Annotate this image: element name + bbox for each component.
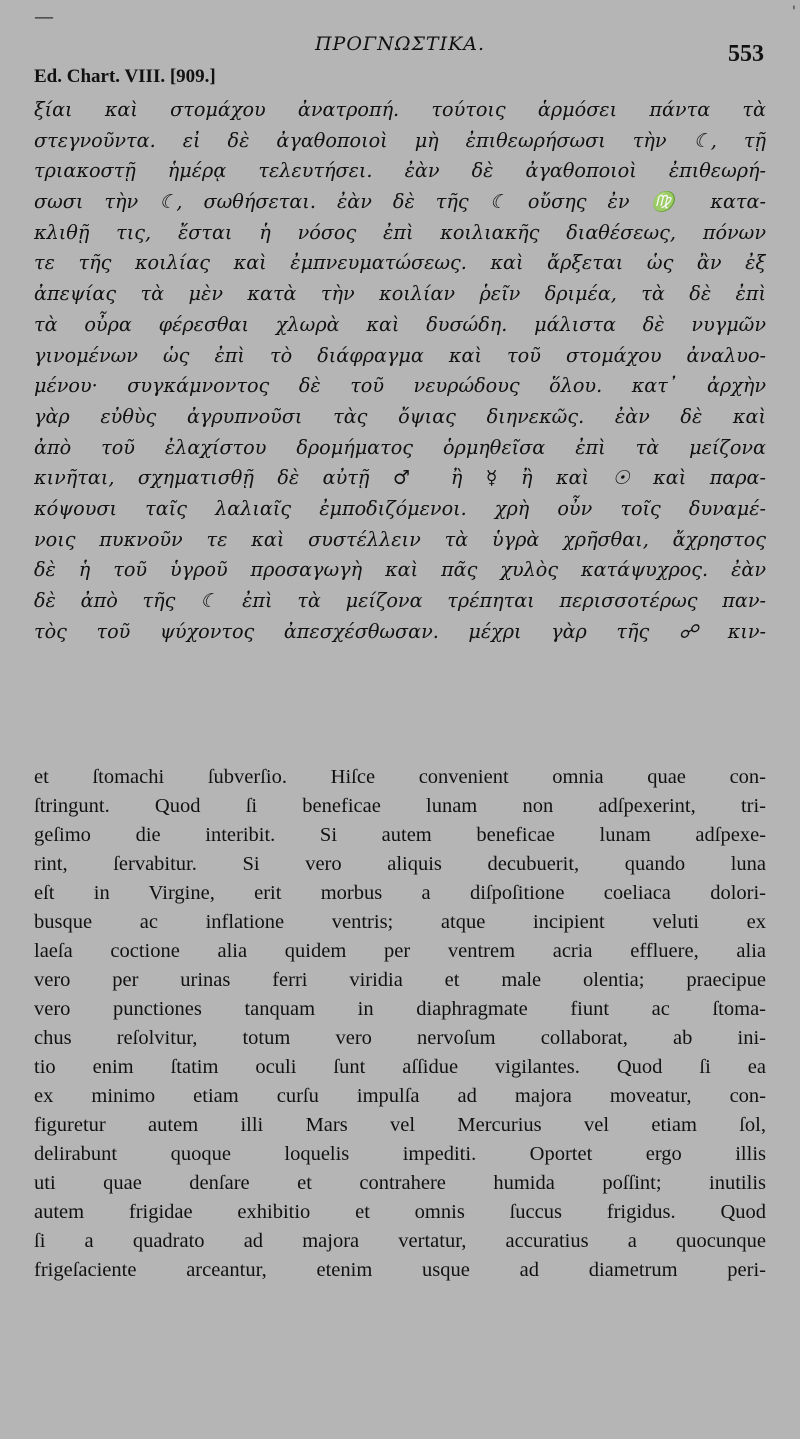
greek-line: γινομένων ὡς ἐπὶ τὸ διάφραγμα καὶ τοῦ στομάχου ἀναλυο-	[34, 343, 766, 367]
latin-line: ex minimo etiam curſu impulſa ad majora moveatur, con-	[34, 1085, 766, 1107]
latin-line: tio enim ſtatim oculi ſunt aſſidue vigilantes. Quod ſi ea	[34, 1056, 766, 1078]
greek-line: κλιθῇ τις, ἔσται ἡ νόσος ἐπὶ κοιλιακῆς διαθέσεως, πόνων	[34, 220, 766, 244]
greek-line: τὸς τοῦ ψύχοντος ἀπεσχέσθωσαν. μέχρι γὰρ τῆς ☍ κιν-	[34, 619, 766, 643]
greek-line: δὲ ἡ τοῦ ὑγροῦ προσαγωγὴ καὶ πᾶς χυλὸς κατάψυχρος. ἐὰν	[34, 558, 766, 582]
latin-line: delirabunt quoque loquelis impediti. Oportet ergo illis	[34, 1143, 766, 1165]
greek-line: τριακοστῇ ἡμέρᾳ τελευτήσει. ἐὰν δὲ ἀγαθοποιοὶ ἐπιθεωρή-	[34, 159, 766, 183]
latin-line: rint, ſervabitur. Si vero aliquis decubuerit, quando luna	[34, 853, 766, 875]
greek-line: ἀπεψίας τὰ μὲν κατὰ τὴν κοιλίαν ῥεῖν δριμέα, τὰ δὲ ἐπὶ	[34, 282, 766, 306]
greek-line: γὰρ εὐθὺς ἀγρυπνοῦσι τὰς ὄψιας διηνεκῶς. ἐὰν δὲ καὶ	[34, 404, 766, 428]
greek-line: ξίαι καὶ στομάχου ἀνατροπή. τούτοις ἁρμόσει πάντα τὰ	[34, 98, 766, 121]
corner-mark: —	[34, 4, 54, 28]
greek-line: σωσι τὴν ☾, σωθήσεται. ἐὰν δὲ τῆς ☾ οὔσης ἐν ♍ κατα-	[34, 190, 766, 214]
latin-line: frigeſaciente arceantur, etenim usque ad diametrum peri-	[34, 1259, 766, 1281]
greek-line: μένου· συγκάμνοντος δὲ τοῦ νευρώδους ὅλου. κατ᾽ ἀρχὴν	[34, 374, 766, 398]
latin-line: uti quae denſare et contrahere humida poſſint; inutilis	[34, 1172, 766, 1194]
edition-reference: Ed. Chart. VIII. [909.]	[34, 66, 216, 87]
corner-tick: '	[792, 4, 796, 20]
greek-line: κινῆται, σχηματισθῇ δὲ αὐτῇ ♂ ἢ ☿ ἢ καὶ ☉ καὶ παρα-	[34, 466, 766, 490]
latin-text-block	[34, 763, 766, 1285]
page-number: 553	[728, 41, 764, 67]
latin-line: busque ac inflatione ventris; atque incipient veluti ex	[34, 911, 766, 933]
latin-line: et ſtomachi ſubverſio. Hiſce convenient omnia quae con-	[34, 766, 766, 788]
latin-line: vero per urinas ferri viridia et male olentia; praecipue	[34, 969, 766, 991]
latin-line: ſtringunt. Quod ſi beneficae lunam non adſpexerint, tri-	[34, 795, 766, 817]
latin-line: laeſa coctione alia quidem per ventrem acria effluere, alia	[34, 940, 766, 962]
latin-line: autem frigidae exhibitio et omnis ſuccus frigidus. Quod	[34, 1201, 766, 1223]
greek-line: τὰ οὖρα φέρεσθαι χλωρὰ καὶ δυσώδη. μάλιστα δὲ νυγμῶν	[34, 312, 766, 336]
greek-line: ἀπὸ τοῦ ἐλαχίστου δρομήματος ὁρμηθεῖσα ἐπὶ τὰ μείζονα	[34, 435, 766, 459]
latin-line: figuretur autem illi Mars vel Mercurius vel etiam ſol,	[34, 1114, 766, 1136]
running-title: ΠΡΟΓΝΩΣΤΙΚΑ.	[314, 33, 486, 55]
greek-line: στεγνοῦντα. εἰ δὲ ἀγαθοποιοὶ μὴ ἐπιθεωρήσωσι τὴν ☾, τῇ	[34, 128, 766, 152]
latin-line: geſimo die interibit. Si autem beneficae lunam adſpexe-	[34, 824, 766, 846]
greek-text-block	[34, 95, 766, 647]
greek-line: νοις πυκνοῦν τε καὶ συστέλλειν τὰ ὑγρὰ χρῆσθαι, ἄχρηστος	[34, 527, 766, 551]
latin-line: ſi a quadrato ad majora vertatur, accuratius a quocunque	[34, 1230, 766, 1252]
latin-line: chus reſolvitur, totum vero nervoſum collaborat, ab ini-	[34, 1027, 766, 1049]
greek-line: τε τῆς κοιλίας καὶ ἐμπνευματώσεως. καὶ ἄρξεται ὡς ἂν ἐξ	[34, 251, 766, 275]
latin-line: vero punctiones tanquam in diaphragmate fiunt ac ſtoma-	[34, 998, 766, 1020]
latin-line: eſt in Virgine, erit morbus a diſpoſitione coeliaca dolori-	[34, 882, 766, 904]
greek-line: κόψουσι ταῖς λαλιαῖς ἐμποδιζόμενοι. χρὴ οὖν τοῖς δυναμέ-	[34, 496, 766, 520]
greek-line: δὲ ἀπὸ τῆς ☾ ἐπὶ τὰ μείζονα τρέπηται περισσοτέρως παν-	[34, 589, 766, 612]
